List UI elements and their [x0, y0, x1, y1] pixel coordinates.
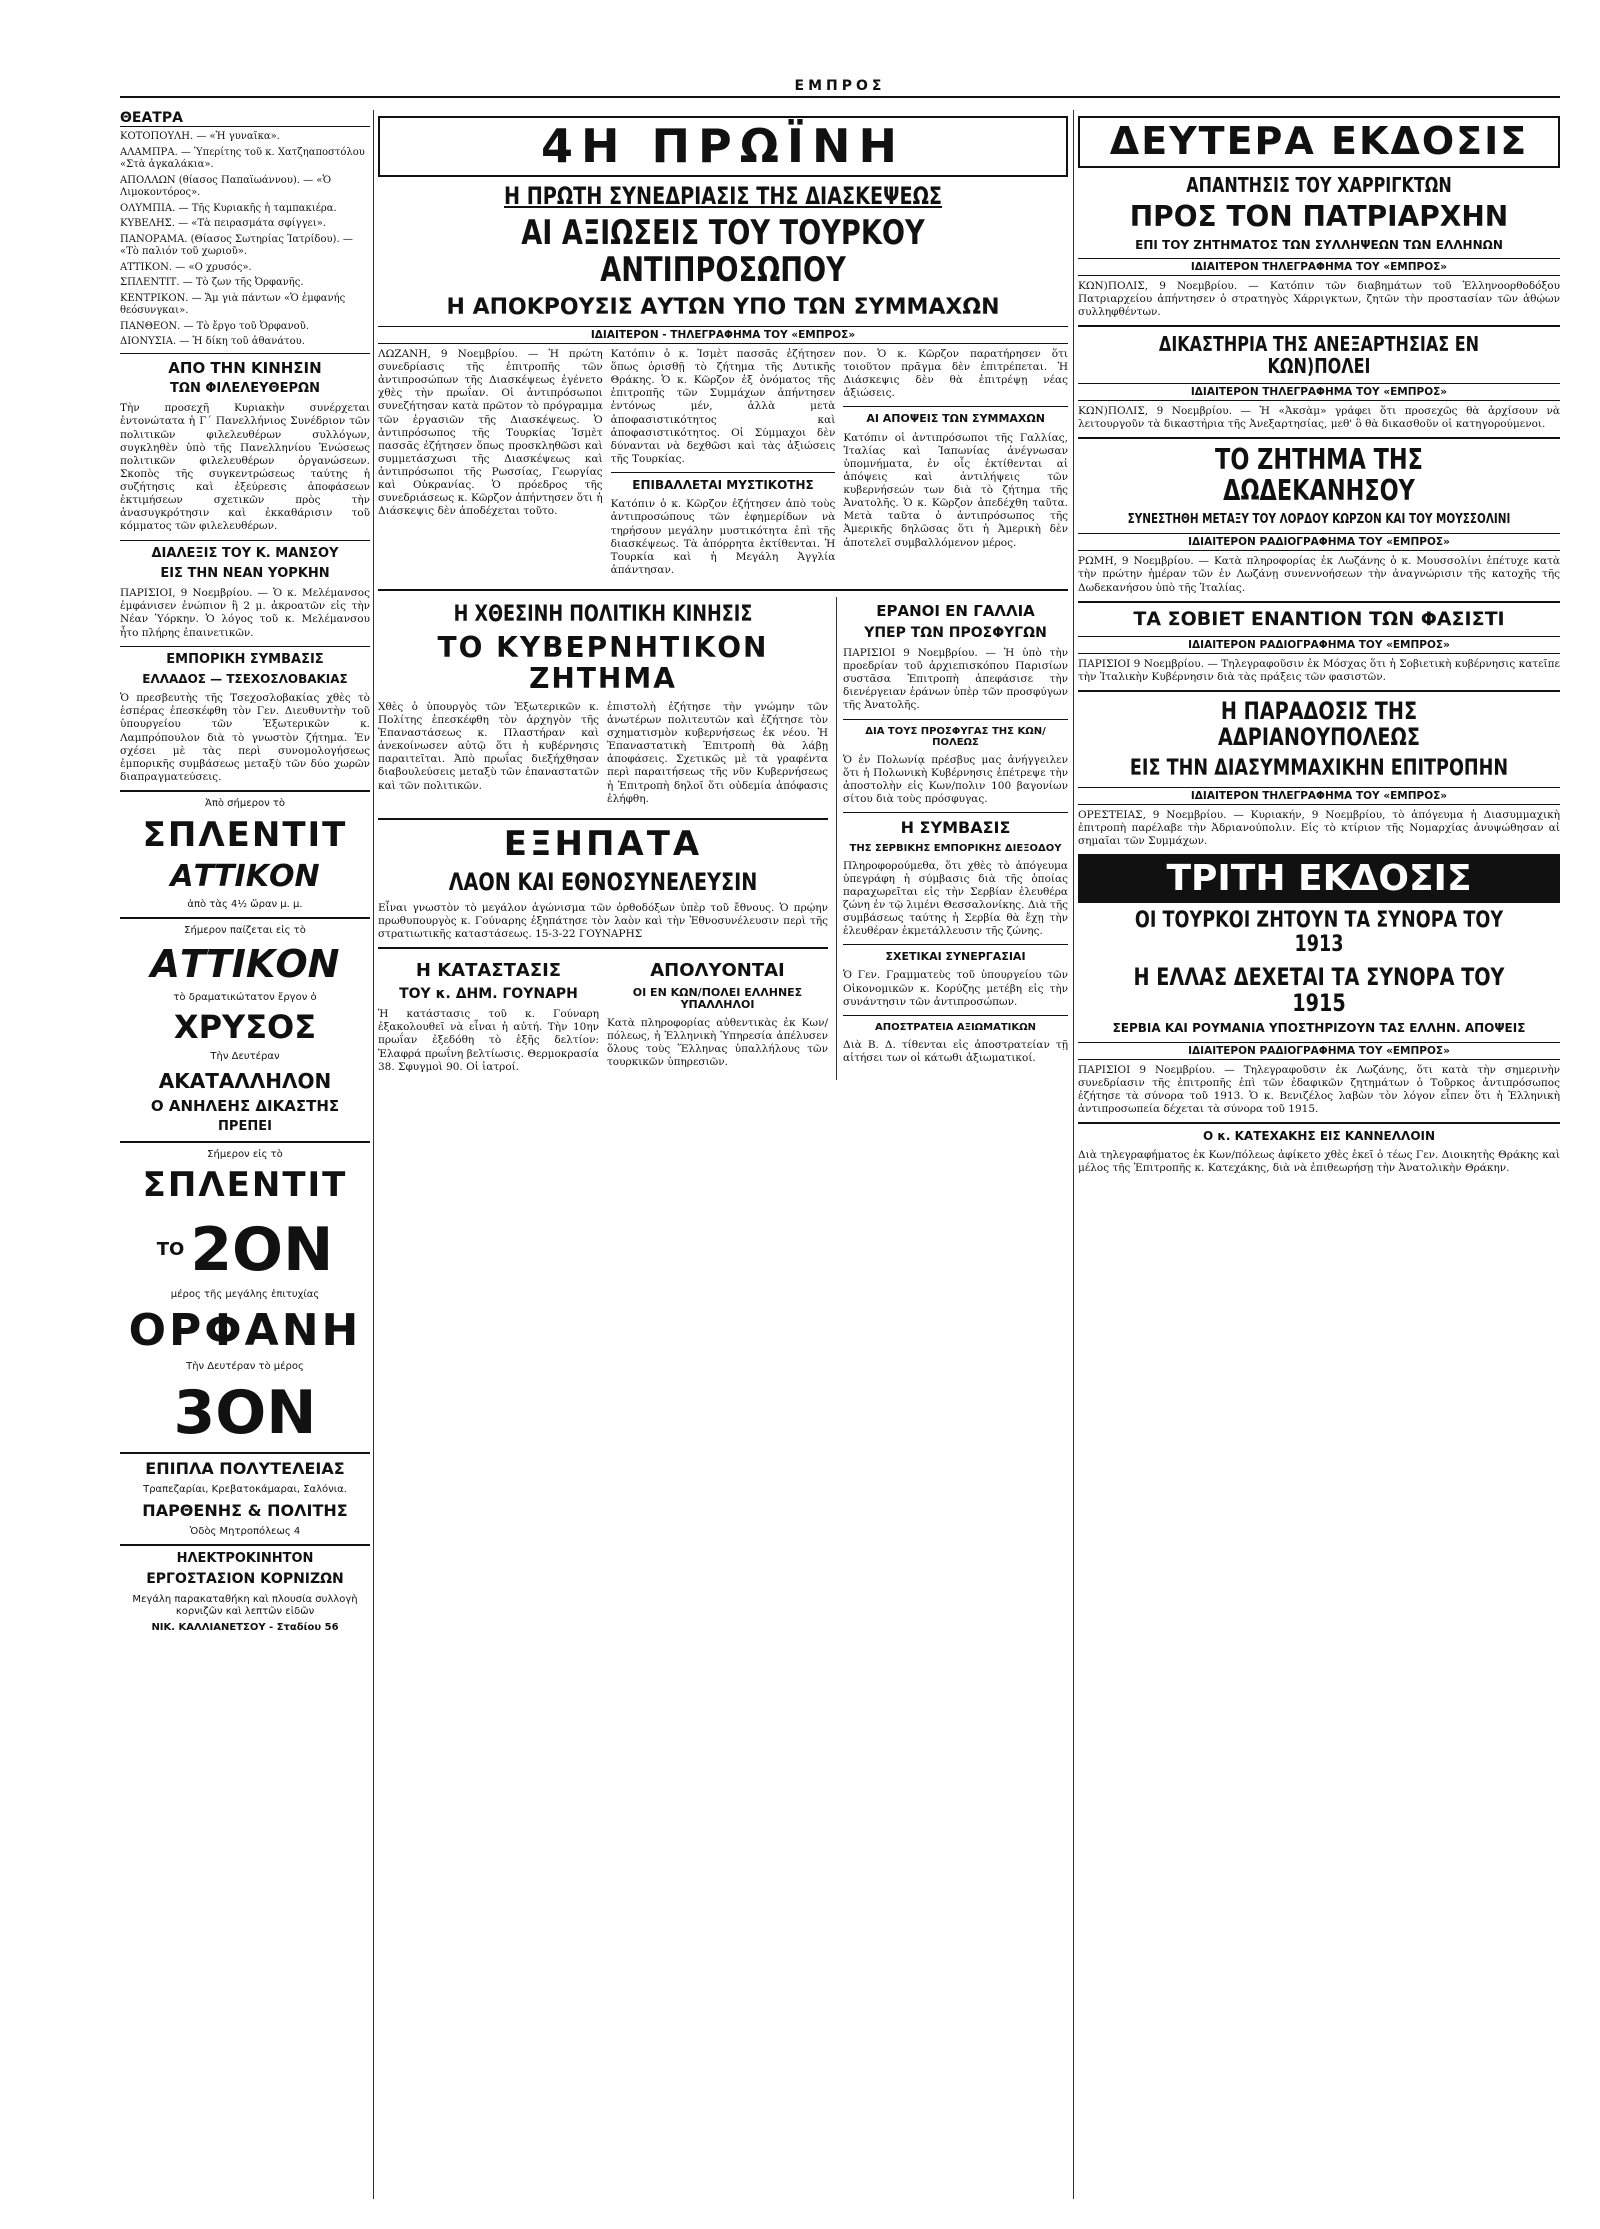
divider	[120, 1452, 370, 1454]
ad-time: ἀπὸ τὰς 4½ ὥραν μ. μ.	[187, 898, 303, 910]
column-divider	[1073, 110, 1074, 2199]
section-title: Η ΣΥΜΒΑΣΙΣ	[900, 818, 1011, 838]
borders-kicker: ΟΙ ΤΟΥΡΚΟΙ ΖΗΤΟΥΝ ΤΑ ΣΥΝΟΡΑ ΤΟΥ 1913	[1134, 908, 1504, 958]
divider	[1078, 1122, 1560, 1124]
ad-dikastis: Ο ΑΝΗΛΕΗΣ ΔΙΚΑΣΤΗΣ	[150, 1096, 340, 1115]
borders-headline: Η ΕΛΛΑΣ ΔΕΧΕΤΑΙ ΤΑ ΣΥΝΟΡΑ ΤΟΥ 1915	[1133, 962, 1505, 1017]
ad-third-part: 3ΟΝ	[173, 1377, 317, 1448]
ad-prepei: ΠΡΕΠΕΙ	[218, 1119, 272, 1135]
ad-line: τὸ δραματικώτατον ἔργον ὁ	[173, 991, 317, 1003]
ad-furniture: ΕΠΙΠΛΑ ΠΟΛΥΤΕΛΕΙΑΣ	[145, 1458, 345, 1478]
divider	[1078, 601, 1560, 603]
ad-line: Σήμερον παίζεται εἰς τὸ	[184, 925, 306, 937]
ad-line: Ὁδὸς Μητροπόλεως 4	[189, 1525, 301, 1537]
divider	[843, 1015, 1068, 1016]
ad-address: ΝΙΚ. ΚΑΛΛΙΑΝΕΤΣΟΥ - Σταδίου 56	[151, 1621, 339, 1633]
ad-chrysos: ΧΡΥΣΟΣ	[173, 1008, 317, 1047]
article-trade	[120, 653, 370, 784]
byline: ΙΔΙΑΙΤΕΡΟΝ ΤΗΛΕΓΡΑΦΗΜΑ ΤΟΥ «ΕΜΠΡΟΣ»	[1078, 787, 1560, 805]
masthead-rule	[120, 96, 1560, 98]
article-body: ΠΑΡΙΣΙΟΙ 9 Νοεμβρίου. — Τηλεγραφοῦσιν ἐκ Μόσχας ὅτι ἡ Σοβιετικὴ κυβέρνησις κατεῖπε τὴν Ἰταλικὴν Κυβέρνησιν διὰ τὰς πράξεις τῶν φασιστῶν.	[1078, 657, 1560, 683]
edition-box	[378, 116, 1068, 177]
article-body: Κατόπιν οἱ ἀντιπρόσωποι τῆς Γαλλίας, Ἰταλίας καὶ Ἰαπωνίας ἀνέγνωσαν ὑπομνήματα, ἐν οἷς ἐκτίθενται αἱ ἀπόψεις καὶ ἀντιλήψεις τῶν κυβερνήσεών των διὰ τὸ ζήτημα τῆς Ἀνατολῆς. Ὁ κ. Κῶρζον ἀπεδέχθη ταῦτα. Μετὰ ταῦτα ὁ ἀντιπρόσωπος τῆς Ἀμερικῆς δηλῶσας ὅτι ἡ Ἀμερικὴ δὲν ἀποτελεῖ συμβαλλόμενον μέρος.	[843, 431, 1068, 549]
article-body: Κατὰ πληροφορίας αὐθεντικὰς ἐκ Κων/πόλεως, ἡ Ἑλληνικὴ Ὑπηρεσία ἀπέλυσεν ὅλους τοὺς Ἕλληνας ὑπαλλήλους τῶν τουρκικῶν ὑπηρεσιῶν.	[607, 1016, 828, 1069]
article-title: ΑΠΟ ΤΗΝ ΚΙΝΗΣΙΝ	[168, 358, 322, 377]
borders-subtitle: ΣΕΡΒΙΑ ΚΑΙ ΡΟΥΜΑΝΙΑ ΥΠΟΣΤΗΡΙΖΟΥΝ ΤΑΣ ΕΛΛΗΝ. ΑΠΟΨΕΙΣ	[1112, 1021, 1526, 1036]
section-subtitle: ΤΗΣ ΣΕΡΒΙΚΗΣ ΕΜΠΟΡΙΚΗΣ ΔΙΕΞΟΔΟΥ	[849, 842, 1062, 854]
divider	[1078, 325, 1560, 327]
article-lecture	[120, 547, 370, 640]
ad-line: Τραπεζαρίαι, Κρεβατοκάμαραι, Σαλόνια.	[143, 1483, 347, 1495]
theatre-line: ΣΠΛΕΝΤΙΤ. — Τὸ ζων τῆς Ὀρφανῆς.	[120, 277, 304, 288]
article-subtitle: ΕΛΛΑΔΟΣ — ΤΣΕΧΟΣΛΟΒΑΚΙΑΣ	[142, 671, 348, 686]
divider	[1078, 690, 1560, 692]
article-body: ΟΡΕΣΤΕΙΑΣ, 9 Νοεμβρίου. — Κυριακήν, 9 Νοεμβρίου, τὸ ἀπόγευμα ἡ Διασυμμαχικὴ ἐπιτροπὴ παρέλαβε τὴν Ἀδριανούπολιν. Εἰς τὸ κτίριον τῆς Νομαρχίας ἀνυψώθησαν αἱ σημαῖαι τῶν Συμμάχων.	[1078, 808, 1560, 848]
article-subtitle: ΕΙΣ ΤΗΝ ΝΕΑΝ ΥΟΡΚΗΝ	[160, 565, 330, 581]
ad-orfani: ΟΡΦΑΝΗ	[128, 1305, 362, 1357]
lead-col-3	[843, 348, 1068, 583]
ad-line: μέρος τῆς μεγάλης ἐπιτυχίας	[170, 1288, 320, 1300]
politics-kicker: Η ΧΘΕΣΙΝΗ ΠΟΛΙΤΙΚΗ ΚΙΝΗΣΙΣ	[453, 602, 753, 628]
byline: ΙΔΙΑΙΤΕΡΟΝ ΡΑΔΙΟΓΡΑΦΗΜΑ ΤΟΥ «ΕΜΠΡΟΣ»	[1078, 1042, 1560, 1060]
article-body: Ὁ ἐν Πολωνίᾳ πρέσβυς μας ἀνήγγειλεν ὅτι ἡ Πολωνικὴ Κυβέρνησις ἐπέτρεψε τὴν ἀποστολὴν εἰς Κων/πολιν 100 βαγονίων σίτου διὰ τοὺς πρόσφυγας.	[843, 753, 1068, 805]
theatre-line: ΠΑΝΘΕΟΝ. — Τὸ ἔργο τοῦ Ὀρφανοῦ.	[120, 320, 309, 332]
lead-col-2	[611, 348, 836, 583]
side-news	[836, 597, 1068, 1080]
theatre-line: ΟΛΥΜΠΙΑ. — Τῆς Κυριακῆς ἡ ταμπακιέρα.	[120, 202, 337, 214]
adrianople-subtitle: ΕΙΣ ΤΗΝ ΔΙΑΣΥΜΜΑΧΙΚΗΝ ΕΠΙΤΡΟΠΗΝ	[1129, 755, 1509, 781]
middle-section	[378, 597, 1068, 1080]
divider	[120, 353, 370, 354]
divider	[120, 540, 370, 541]
divider	[120, 1544, 370, 1546]
kicker: Η ΠΡΩΤΗ ΣΥΝΕΔΡΙΑΣΙΣ ΤΗΣ ΔΙΑΣΚΕΨΕΩΣ	[503, 181, 943, 210]
theatre-line: ΚΥΒΕΛΗΣ. — «Τὰ πειρασμάτα σφίγγει».	[120, 218, 326, 229]
second-edition-box	[1078, 116, 1560, 168]
ad-attikon: ΑΤΤΙΚΟΝ	[170, 858, 320, 894]
ad-part-row	[120, 1211, 370, 1289]
politics-columns	[378, 701, 828, 812]
right-column	[1078, 110, 1560, 2199]
article-body: ΠΑΡΙΣΙΟΙ 9 Νοεμβρίου. — Τηλεγραφοῦσιν ἐκ Λωζάνης, ὅτι κατὰ τὴν σημερινὴν συνεδρίασιν τῆς ἐπιτροπῆς ἐπὶ τῶν ἐδαφικῶν ζητημάτων ὁ Τοῦρκος ἀντιπρόσωπος ἐζήτησε τὰ σύνορα τοῦ 1913. Ὁ κ. Βενιζέλος λαβὼν τὸν λόγον εἶπεν ὅτι ἡ Ἑλληνικὴ ἀντιπροσωπεία δέχεται τὰ σύνορα τοῦ 1915.	[1078, 1063, 1560, 1115]
section-title: ΕΡΑΝΟΙ ΕΝ ΓΑΛΛΙΑ	[876, 602, 1035, 621]
byline: ΙΔΙΑΙΤΕΡΟΝ ΡΑΔΙΟΓΡΑΦΗΜΑ ΤΟΥ «ΕΜΠΡΟΣ»	[1078, 636, 1560, 654]
gounaris-block	[378, 955, 599, 1080]
article-body: ΚΩΝ)ΠΟΛΙΣ, 9 Νοεμβρίου. — Κατόπιν τῶν διαβημάτων τοῦ Ἑλληνοορθοδόξου Πατριαρχείου ἀπήντησεν ὁ στρατηγὸς Χάρριγκτων, ζητῶν τὴν προστασίαν τῶν ἀθῴων συλληφθέντων.	[1078, 279, 1560, 319]
kidnapped-title: Ο κ. ΚΑΤΕΧΑΚΗΣ ΕΙΣ ΚΑΝΝΕΛΛΟΙΝ	[1202, 1129, 1436, 1143]
fired-title: ΑΠΟΛΥΟΝΤΑΙ	[650, 959, 785, 981]
article-body: Εἶναι γνωστὸν τὸ μεγάλον ἀγώνισμα τῶν ὀρθοδόξων ὑπὲρ τοῦ ἔθνους. Ὁ πρῴην πρωθυπουργὸς κ. Γούναρης ἐξηπάτησε τὸν λαὸν καὶ τὴν Ἐθνοσυνέλευσιν περὶ τῆς στρατιωτικῆς καταστάσεως. 15-3-22 ΓΟΥΝΑΡΗΣ	[378, 901, 828, 940]
fired-block	[607, 955, 828, 1080]
cinema-ad-attikon	[120, 925, 370, 1134]
divider	[843, 406, 1068, 407]
article-title: ΔΙΑΛΕΞΙΣ ΤΟΥ Κ. ΜΑΝΣΟΥ	[151, 545, 339, 561]
article-body: πον. Ὁ κ. Κῶρζον παρατήρησεν ὅτι τοιοῦτον πρᾶγμα δὲν ἐπιτρέπεται. Ἡ Διάσκεψις δὲν θὰ ἐπιτρέψῃ νέας ἀξιώσεις.	[843, 347, 1068, 400]
ad-line: Ἀπὸ σήμερον τὸ	[205, 798, 285, 809]
section-title: ΕΠΙΒΑΛΛΕΤΑΙ ΜΥΣΤΙΚΟΤΗΣ	[632, 478, 814, 493]
theatre-line: ΚΕΝΤΡΙΚΟΝ. — Ἄμ γιὰ πάντων «Ὁ ἐμφανής θεόσυνγκαι».	[120, 292, 346, 316]
politics-headline: ΤΟ ΚΥΒΕΡΝΗΤΙΚΟΝ ΖΗΤΗΜΑ	[437, 631, 769, 695]
frames-ad	[120, 1552, 370, 1634]
ad-line: Τὴν Δευτέραν τὸ μέρος	[186, 1361, 304, 1373]
article-body: Ὁ Γεν. Γραμματεὺς τοῦ ὑπουργείου τῶν Οἰκονομικῶν κ. Κορύζης μετέβη εἰς τὴν συνάντησιν τῶν ἀντιπροσώπων.	[843, 969, 1068, 1008]
byline: ΙΔΙΑΙΤΕΡΟΝ - ΤΗΛΕΓΡΑΦΗΜΑ ΤΟΥ «ΕΜΠΡΟΣ»	[378, 326, 1068, 344]
article-body: Τὴν προσεχῆ Κυριακὴν συνέρχεται ἐντονώτατα ἡ Γ΄ Πανελλήνιος Συνέδριον τῶν πολιτικῶν φιλελευθέρων συλλόγων, συγκληθὲν ὑπὸ τῆς Πανελληνίου Ἑνώσεως πολιτικῶν φιλελευθέρων ὀργανώσεων. Σκοπὸς τῆς συγκεντρώσεως ταύτης ἡ συζήτησις καὶ ἐξεύρεσις ἀποφάσεων ἐκτιμήσεων σχετικῶν πρὸς τὴν ἀνασυγκρότησιν καὶ ἐκκαθάρισιν τοῦ κόμματος τῶν φιλελευθέρων.	[120, 402, 370, 533]
section-title: ΣΧΕΤΙΚΑΙ ΣΥΝΕΡΓΑΣΙΑΙ	[885, 950, 1026, 964]
divider	[611, 472, 836, 473]
article-body: Διὰ Β. Δ. τίθενται εἰς ἀποστρατείαν τῇ αἰτήσει των οἱ κάτωθι ἀξιωματικοί.	[843, 1038, 1068, 1064]
article-title: ΕΜΠΟΡΙΚΗ ΣΥΜΒΑΣΙΣ	[166, 651, 324, 667]
column-divider	[373, 110, 374, 2199]
theatre-line: ΚΟΤΟΠΟΥΛΗ. — «Ἡ γυναῖκα».	[120, 131, 280, 142]
byline: ΙΔΙΑΙΤΕΡΟΝ ΡΑΔΙΟΓΡΑΦΗΜΑ ΤΟΥ «ΕΜΠΡΟΣ»	[1078, 533, 1560, 551]
article-body: Ἡ κατάστασις τοῦ κ. Γούναρη ἐξακολουθεῖ νὰ εἶναι ἡ αὐτή. Τὴν 10ην πρωΐαν ἐξεδόθη τὸ ἑξῆς δελτίον: Ἐλαφρά πρωΐνη βελτίωσις. Θερμοκρασία 38. Σφυγμοὶ 90. Οἱ ἰατροί.	[378, 1008, 599, 1073]
section-title: ΑΠΟΣΤΡΑΤΕΙΑ ΑΞΙΩΜΑΤΙΚΩΝ	[874, 1021, 1037, 1033]
ad-attikon-big: ΑΤΤΙΚΟΝ	[150, 941, 340, 986]
harrington-subtitle: ΕΠΙ ΤΟΥ ΖΗΤΗΜΑΤΟΣ ΤΩΝ ΣΥΛΛΗΨΕΩΝ ΤΩΝ ΕΛΛΗΝΩΝ	[1135, 237, 1503, 252]
gounaris-title: Η ΚΑΤΑΣΤΑΣΙΣ	[415, 959, 562, 981]
byline: ΙΔΙΑΙΤΕΡΟΝ ΤΗΛΕΓΡΑΦΗΜΑ ΤΟΥ «ΕΜΠΡΟΣ»	[1078, 383, 1560, 401]
article-body: Πληροφορούμεθα, ὅτι χθὲς τὸ ἀπόγευμα ὑπεγράφη ἡ σύμβασις διὰ τῆς ὁποίας παραχωρεῖται εἰς τὴν Σερβίαν ἐλευθέρα ζώνη ἐν τῷ λιμένι Θεσσαλονίκης. Διὰ τῆς συμβάσεως ταύτης ἡ Σερβία θὰ ἔχῃ τὴν ἐλευθέραν ἐκμετάλλευσιν τῆς ζώνης.	[843, 859, 1068, 938]
theatre-line: ΑΤΤΙΚΟΝ. — «Ο χρυσός».	[120, 261, 252, 273]
divider	[843, 812, 1068, 813]
article-subtitle: ΤΩΝ ΦΙΛΕΛΕΥΘΕΡΩΝ	[170, 381, 320, 396]
ad-parthenis: ΠΑΡΘΕΝΗΣ & ΠΟΛΙΤΗΣ	[142, 1501, 348, 1521]
gounaris-subtitle: ΤΟΥ κ. ΔΗΜ. ΓΟΥΝΑΡΗ	[399, 985, 578, 1002]
divider	[378, 818, 828, 820]
divider	[378, 589, 1068, 591]
center-column	[378, 110, 1068, 2199]
article-body: Κατόπιν ὁ κ. Κῶρζον ἐζήτησεν ἀπὸ τοὺς ἀντιπροσώπους τῶν ἐφημερίδων νὰ τηρήσουν μεγάλην μυστικότητα ἐπὶ τῆς διασκέψεως. Τὰ ἀπόρρητα ἐκτίθενται. Ἡ Τουρκία καὶ ἡ Μεγάλη Ἀγγλία ἀπάντησαν.	[610, 498, 836, 576]
article-body: Ὁ πρεσβευτὴς τῆς Τσεχοσλοβακίας χθὲς τὸ ἑσπέρας ἐπεσκέφθη τὸν Γεν. Διευθυντὴν τοῦ ὑπουργείου τῶν Ἐξωτερικῶν κ. Λαμπρόπουλον διὰ τὸ γνωστὸν ζήτημα. Ἐν σχέσει μὲ τὰς περὶ συνομολογήσεως ἐμπορικῆς συμβάσεως μεταξὺ τῶν δύο χωρῶν διαπραγματεύσεις.	[120, 692, 370, 783]
lead-columns	[378, 348, 1068, 583]
theatres-title: ΘΕΑΤΡΑ	[120, 110, 370, 127]
subhead: Η ΑΠΟΚΡΟΥΣΙΣ ΑΥΤΩΝ ΥΠΟ ΤΩΝ ΣΥΜΜΑΧΩΝ	[446, 294, 1000, 320]
article-body: Χθὲς ὁ ὑπουργὸς τῶν Ἐξωτερικῶν κ. Πολίτης ἐπεσκέφθη τὸν ἀρχηγὸν τῆς Ἐπαναστάσεως κ. Πλαστήραν καὶ ἀνεκοίνωσεν αὐτῷ ὅτι ἡ κυβέρνησις παραιτεῖται. Ἀπὸ πρωΐας διεξήχθησαν διαβουλεύσεις μεταξὺ τῶν ἐπαναστατῶν καὶ τῶν πολιτικῶν.	[378, 700, 599, 792]
article-body: ΡΩΜΗ, 9 Νοεμβρίου. — Κατὰ πληροφορίας ἐκ Λωζάνης ὁ κ. Μουσσολίνι ἐπέτυχε κατὰ τὴν πρώτην ἡμέραν τῶν ἐν Λωζάνῃ συνεννοήσεων τὴν ἀναγνώρισιν τῆς κατοχῆς τῆς Δωδεκανήσου ὑπὸ τῆς Ἰταλίας.	[1078, 555, 1560, 594]
article-body: ΛΩΖΑΝΗ, 9 Νοεμβρίου. — Ἡ πρώτη συνεδρίασις τῆς ἐπιτροπῆς τῶν ἀντιπροσώπων τῆς Διασκέψεως ἐγένετο χθὲς τὴν πρωΐαν. Οἱ ἀντιπρόσωποι συνεζήτησαν κατὰ πρῶτον τὸ πρόγραμμα τῶν ἐργασιῶν τῆς Διασκέψεως. Ὁ ἀντιπρόσωπος τῆς Τουρκίας Ἰσμὲτ πασσᾶς ἐζήτησεν ὅπως προσκληθῶσι καὶ συμμετάσχωσι τῆς Διασκέψεως καὶ ἀντιπρόσωποι τῆς Ρωσσίας, Γεωργίας καὶ Οὐκρανίας. Ὁ πρόεδρος τῆς συνεδριάσεως κ. Κῶρζον ἀπήντησεν ὅτι ἡ Διάσκεψις δὲν ἀποδέχεται τοῦτο.	[378, 347, 603, 518]
theatre-line: ΑΛΑΜΠΡΑ. — Ὑπερίτης τοῦ κ. Χατζηαποστόλου «Στὰ ἀγκαλάκια».	[120, 146, 365, 170]
harrington-kicker: ΑΠΑΝΤΗΣΙΣ ΤΟΥ ΧΑΡΡΙΓΚΤΩΝ	[1186, 172, 1452, 197]
ad-factory: ΗΛΕΚΤΡΟΚΙΝΗΤΟΝ	[176, 1551, 314, 1567]
second-edition-title: ΔΕΥΤΕΡΑ ΕΚΔΟΣΙΣ	[1109, 119, 1529, 163]
third-edition-banner: ΤΡΙΤΗ ΕΚΔΟΣΙΣ	[1078, 854, 1560, 903]
masthead: ΕΜΠΡΟΣ	[794, 78, 886, 94]
ad-splendit: ΣΠΛΕΝΤΙΤ	[142, 814, 348, 855]
byline: ΙΔΙΑΙΤΕΡΟΝ ΤΗΛΕΓΡΑΦΗΜΑ ΤΟΥ «ΕΜΠΡΟΣ»	[1078, 258, 1560, 276]
ad-second-part: 2ΟΝ	[190, 1214, 334, 1285]
main-headline: ΑΙ ΑΞΙΩΣΕΙΣ ΤΟΥ ΤΟΥΡΚΟΥ ΑΝΤΙΠΡΟΣΩΠΟΥ	[521, 212, 925, 291]
theatres-list	[120, 131, 370, 349]
ad-to: ΤΟ	[156, 1238, 185, 1260]
theatre-line: ΠΑΝΟΡΑΜΑ. (Θίασος Σωτηρίας Ἰατρίδου). — «Τὸ παλιόν τοῦ χωριοῦ».	[120, 233, 353, 257]
dodecanese-title: ΤΟ ΖΗΤΗΜΑ ΤΗΣ ΔΩΔΕΚΑΝΗΣΟΥ	[1215, 443, 1423, 508]
article-body: Διὰ τηλεγραφήματος ἐκ Κων/πόλεως ἀφίκετο χθὲς ἐκεῖ ὁ τέως Γεν. Διοικητὴς Θράκης καὶ μέλος τῆς Ἐπιτροπῆς κ. Κατεχάκης, διὰ νὰ ἐπιθεωρήσῃ τὴν Ἀνατολικὴν Θράκην.	[1078, 1149, 1560, 1175]
lead-col-1	[378, 348, 603, 583]
theatre-line: ΑΠΟΛΛΩΝ (θίασος Παπαϊωάννου). — «Ὁ Λιμοκοντόρος».	[120, 174, 332, 198]
ad-splendit: ΣΠΛΕΝΤΙΤ	[142, 1165, 348, 1206]
divider	[120, 790, 370, 792]
divider	[378, 947, 828, 949]
fired-subtitle: ΟΙ ΕΝ ΚΩΝ/ΠΟΛΕΙ ΕΛΛΗΝΕΣ ΥΠΑΛΛΗΛΟΙ	[632, 985, 803, 1011]
divider	[120, 917, 370, 919]
dodecanese-subtitle: ΣΥΝΕΣΤΗΘΗ ΜΕΤΑΞΥ ΤΟΥ ΛΟΡΔΟΥ ΚΩΡΖΟΝ ΚΑΙ ΤΟΥ ΜΟΥΣΣΟΛΙΝΙ	[1127, 512, 1511, 527]
divider	[120, 646, 370, 647]
article-liberals	[120, 360, 370, 534]
article-body: ΠΑΡΙΣΙΟΙ, 9 Νοεμβρίου. — Ὁ κ. Μελέμανσος ἐμφάνισεν ἐνώπιον ἢ 2 μ. ἀκροατῶν εἰς τὴν Νέαν Ὑόρκην. Ὁ λόγος τοῦ κ. Μελέμανσου ἦτο πλήρης ἐπαινετικῶν.	[120, 587, 370, 639]
ad-line: Τὴν Δευτέραν	[210, 1051, 280, 1063]
soviets-title: ΤΑ ΣΟΒΙΕΤ ΕΝΑΝΤΙΟΝ ΤΩΝ ΦΑΣΙΣΤΙ	[1133, 607, 1505, 630]
cinema-ad-orfani	[120, 1149, 370, 1446]
excesses-title: ΕΞΗΠΑΤΑ	[503, 823, 703, 864]
ad-factory2: ΕΡΓΟΣΤΑΣΙΟΝ ΚΟΡΝΙΖΩΝ	[146, 1571, 344, 1588]
article-body: ΠΑΡΙΣΙΟΙ 9 Νοεμβρίου. — Ἡ ὑπὸ τὴν προεδρίαν τοῦ ἀρχιεπισκόπου Παρισίων συστᾶσα Ἐπιτροπὴ ἀπεφάσισε τὴν διενέργειαν ἐράνων ὑπὲρ τῶν προσφύγων τῆς Ἀνατολῆς.	[843, 646, 1068, 712]
article-body: ἐπιστολὴ ἐζήτησε τὴν γνώμην τῶν ἀνωτέρων πολιτευτῶν καὶ ἐζήτησε τὸν σχηματισμὸν κυβερνήσεως ἐκ νέου. Ἡ Ἐπαναστατικὴ Ἐπιτροπὴ θὰ λάβῃ ἀποφάσεις. Σχετικῶς μὲ τὰ γραφέντα περὶ παραιτήσεως τῆς νῦν Κυβερνήσεως ἡ Ἐπιτροπὴ δηλοῖ ὅτι οὐδεμία ἀπόφασις ἐλήφθη.	[607, 700, 828, 805]
ad-akatallilon: ΑΚΑΤΑΛΛΗΛΟΝ	[158, 1068, 332, 1093]
harrington-headline: ΠΡΟΣ ΤΟΝ ΠΑΤΡΙΑΡΧΗΝ	[1129, 199, 1509, 233]
ad-line: Μεγάλη παρακαταθήκη καὶ πλουσία συλλογὴ κορνιζῶν καὶ λεπτῶν εἰδῶν	[132, 1593, 358, 1618]
edition-title: 4Η ΠΡΩΪΝΗ	[541, 119, 905, 173]
cinema-ad-splendit	[120, 798, 370, 911]
theatre-line: ΔΙΟΝΥΣΙΑ. — Ἡ δίκη τοῦ ἀθανάτου.	[120, 336, 305, 347]
divider	[120, 1141, 370, 1143]
article-body: ΚΩΝ)ΠΟΛΙΣ, 9 Νοεμβρίου. — Ἡ «Ἀκσὰμ» γράφει ὅτι προσεχῶς θὰ ἀρχίσουν νὰ λειτουργοῦν τὰ δικαστήρια τῆς Ἀνεξαρτησίας, μεθ' ὃ θὰ δικασθοῦν οἱ κατηγορούμενοι.	[1078, 405, 1560, 431]
section-title: ΑΙ ΑΠΟΨΕΙΣ ΤΩΝ ΣΥΜΜΑΧΩΝ	[866, 412, 1045, 426]
divider	[1078, 437, 1560, 439]
ad-line: Σήμερον εἰς τὸ	[207, 1148, 283, 1160]
left-column	[120, 110, 370, 2199]
furniture-ad	[120, 1460, 370, 1538]
section-title: ΔΙΑ ΤΟΥΣ ΠΡΟΣΦΥΓΑΣ ΤΗΣ ΚΩΝ/ΠΟΛΕΩΣ	[865, 725, 1046, 748]
politics-block	[378, 597, 828, 1080]
adrianople-title: Η ΠΑΡΑΔΟΣΙΣ ΤΗΣ ΑΔΡΙΑΝΟΥΠΟΛΕΩΣ	[1218, 696, 1420, 752]
excesses-subtitle: ΛΑΟΝ ΚΑΙ ΕΘΝΟΣΥΝΕΛΕΥΣΙΝ	[448, 868, 758, 897]
bottom-pair	[378, 955, 828, 1080]
divider	[843, 944, 1068, 945]
courts-title: ΔΙΚΑΣΤΗΡΙΑ ΤΗΣ ΑΝΕΞΑΡΤΗΣΙΑΣ ΕΝ ΚΩΝ)ΠΟΛΕΙ	[1158, 332, 1480, 379]
article-body: Κατόπιν ὁ κ. Ἰσμὲτ πασσᾶς ἐζήτησεν ὅπως ὁρισθῇ τὸ ζήτημα τῆς Δυτικῆς Θράκης. Ὁ κ. Κῶρζον ἐξ ὀνόματος τῆς ἐπιτροπῆς τῶν Συμμάχων ἀπήντησεν ἐντόνως μέν, ἀλλὰ μετὰ ἀποφασιστικότητος καὶ ἀποφασιστικότητος. Οἱ Σύμμαχοι δὲν δύνανται νὰ δεχθῶσι καὶ τὰς ἀξιώσεις τῆς Τουρκίας.	[610, 347, 836, 465]
divider	[843, 719, 1068, 720]
section-subtitle: ΥΠΕΡ ΤΩΝ ΠΡΟΣΦΥΓΩΝ	[864, 624, 1047, 641]
